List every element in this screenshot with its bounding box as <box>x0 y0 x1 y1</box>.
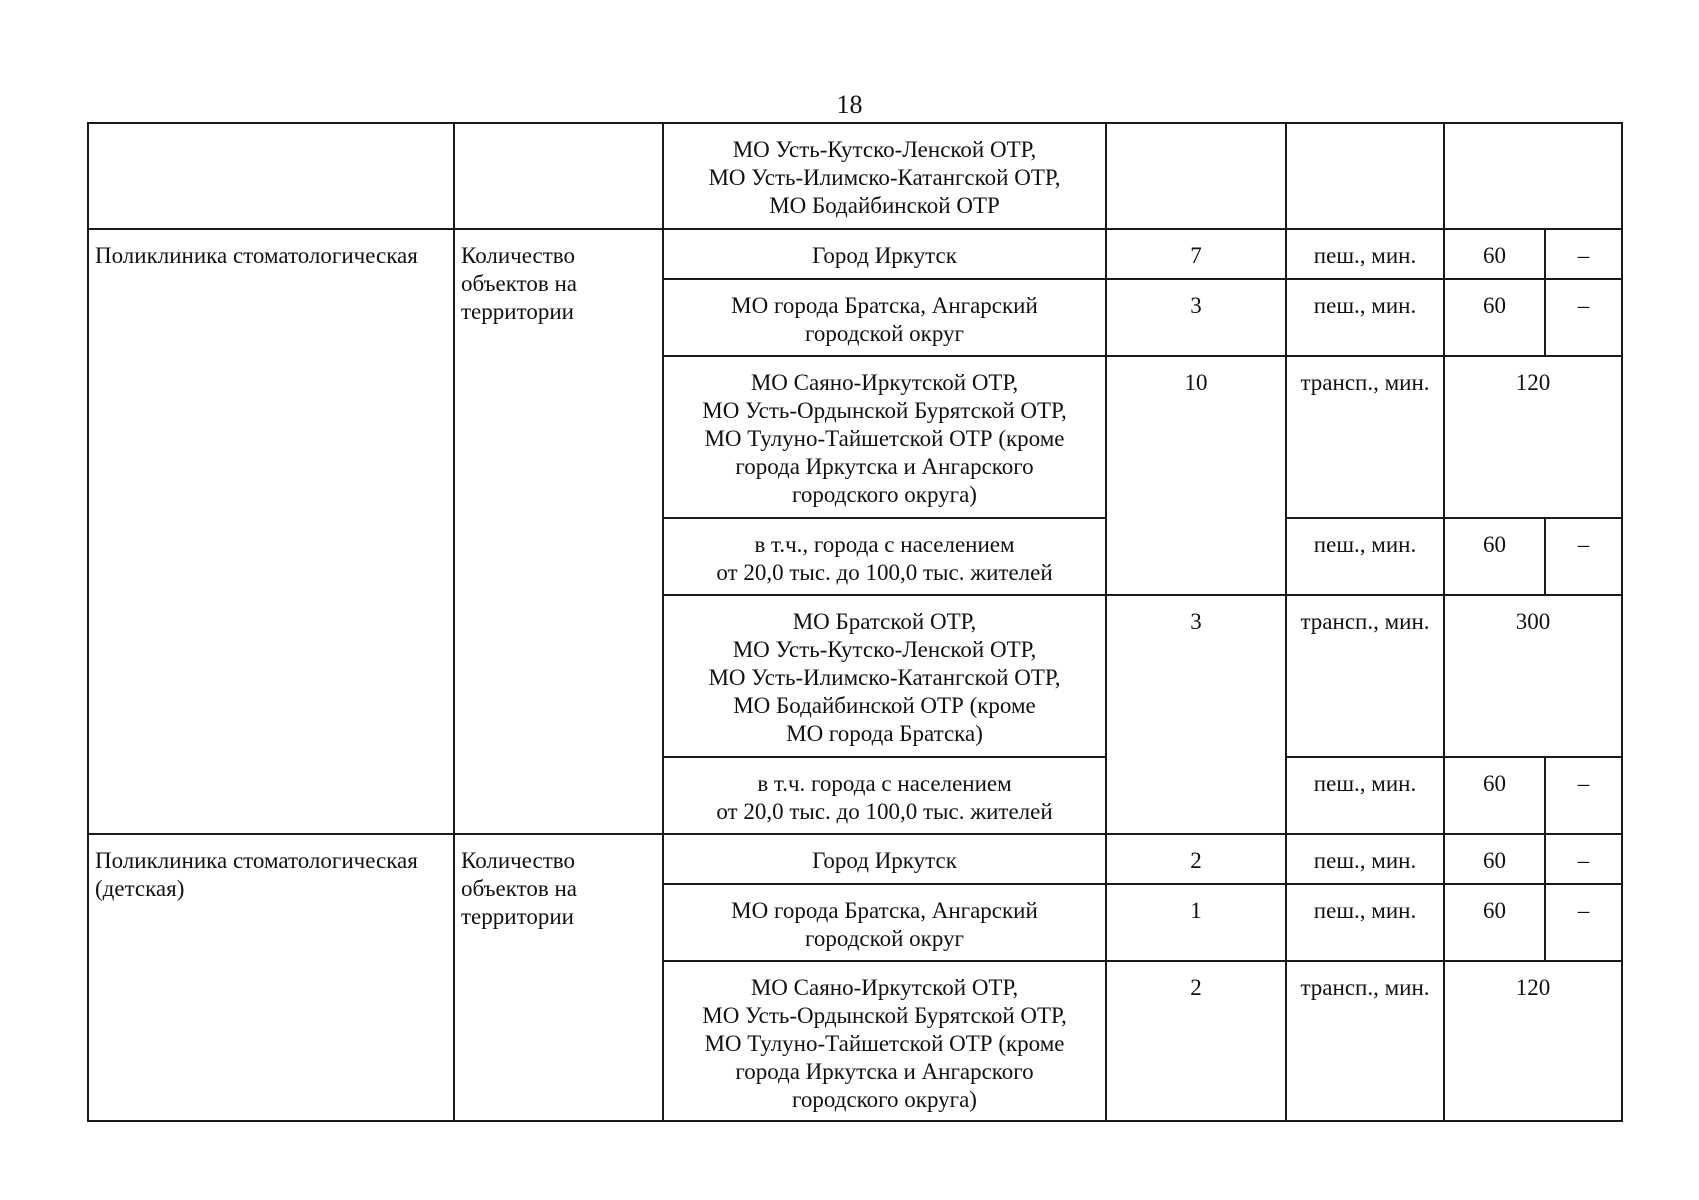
facility-name: Поликлиника стоматологическая <box>88 229 454 834</box>
count-cell: 2 <box>1106 834 1286 884</box>
count-cell: 3 <box>1106 595 1286 834</box>
unit-cell: пеш., мин. <box>1286 229 1444 279</box>
value-cell: 120 <box>1444 356 1622 518</box>
territory-cell: МО города Братска, Ангарский городской округ <box>663 884 1106 961</box>
territory-cell: МО Братской ОТР, МО Усть-Кутско-Ленской ОТР, МО Усть-Илимско-Катангской ОТР, МО Бодайбинской ОТР (кроме МО города Братска) <box>663 595 1106 757</box>
extra-cell: – <box>1545 757 1622 834</box>
table-row <box>88 229 1622 279</box>
extra-cell: – <box>1545 229 1622 279</box>
unit-cell: пеш., мин. <box>1286 518 1444 595</box>
value-cell: 60 <box>1444 834 1545 884</box>
table-row <box>88 834 1622 884</box>
territory-cell: МО города Братска, Ангарский городской округ <box>663 279 1106 356</box>
territory-cell: в т.ч. города с населением от 20,0 тыс. до 100,0 тыс. жителей <box>663 757 1106 834</box>
indicator-cell <box>454 123 663 229</box>
indicator-cell: Количество объектов на территории <box>454 229 663 834</box>
count-cell: 10 <box>1106 356 1286 595</box>
table-row <box>88 123 1622 229</box>
unit-cell: трансп., мин. <box>1286 356 1444 518</box>
services-table <box>87 122 1623 1122</box>
unit-cell: пеш., мин. <box>1286 884 1444 961</box>
name-cell <box>88 123 454 229</box>
territory-cell: МО Усть-Кутско-Ленской ОТР, МО Усть-Илимско-Катангской ОТР, МО Бодайбинской ОТР <box>663 123 1106 229</box>
territory-cell: Город Иркутск <box>663 834 1106 884</box>
count-cell: 3 <box>1106 279 1286 356</box>
count-cell <box>1106 123 1286 229</box>
unit-cell: трансп., мин. <box>1286 595 1444 757</box>
unit-cell: трансп., мин. <box>1286 961 1444 1121</box>
value-cell: 60 <box>1444 757 1545 834</box>
indicator-cell: Количество объектов на территории <box>454 834 663 1121</box>
unit-cell: пеш., мин. <box>1286 834 1444 884</box>
unit-cell <box>1286 123 1444 229</box>
value-cell: 120 <box>1444 961 1622 1121</box>
value-cell: 60 <box>1444 229 1545 279</box>
facility-name: Поликлиника стоматологическая (детская) <box>88 834 454 1121</box>
count-cell: 1 <box>1106 884 1286 961</box>
value-cell <box>1444 123 1622 229</box>
unit-cell: пеш., мин. <box>1286 757 1444 834</box>
value-cell: 60 <box>1444 884 1545 961</box>
extra-cell: – <box>1545 518 1622 595</box>
value-cell: 300 <box>1444 595 1622 757</box>
unit-cell: пеш., мин. <box>1286 279 1444 356</box>
value-cell: 60 <box>1444 518 1545 595</box>
territory-cell: в т.ч., города с населением от 20,0 тыс. до 100,0 тыс. жителей <box>663 518 1106 595</box>
page-number: 18 <box>836 90 863 119</box>
count-cell: 7 <box>1106 229 1286 279</box>
territory-cell: МО Саяно-Иркутской ОТР, МО Усть-Ордынской Бурятской ОТР, МО Тулуно-Тайшетской ОТР (кроме города Иркутска и Ангарского городского округа) <box>663 961 1106 1121</box>
extra-cell: – <box>1545 279 1622 356</box>
extra-cell: – <box>1545 884 1622 961</box>
value-cell: 60 <box>1444 279 1545 356</box>
territory-cell: МО Саяно-Иркутской ОТР, МО Усть-Ордынской Бурятской ОТР, МО Тулуно-Тайшетской ОТР (кроме города Иркутска и Ангарского городского округа) <box>663 356 1106 518</box>
extra-cell: – <box>1545 834 1622 884</box>
count-cell: 2 <box>1106 961 1286 1121</box>
territory-cell: Город Иркутск <box>663 229 1106 279</box>
